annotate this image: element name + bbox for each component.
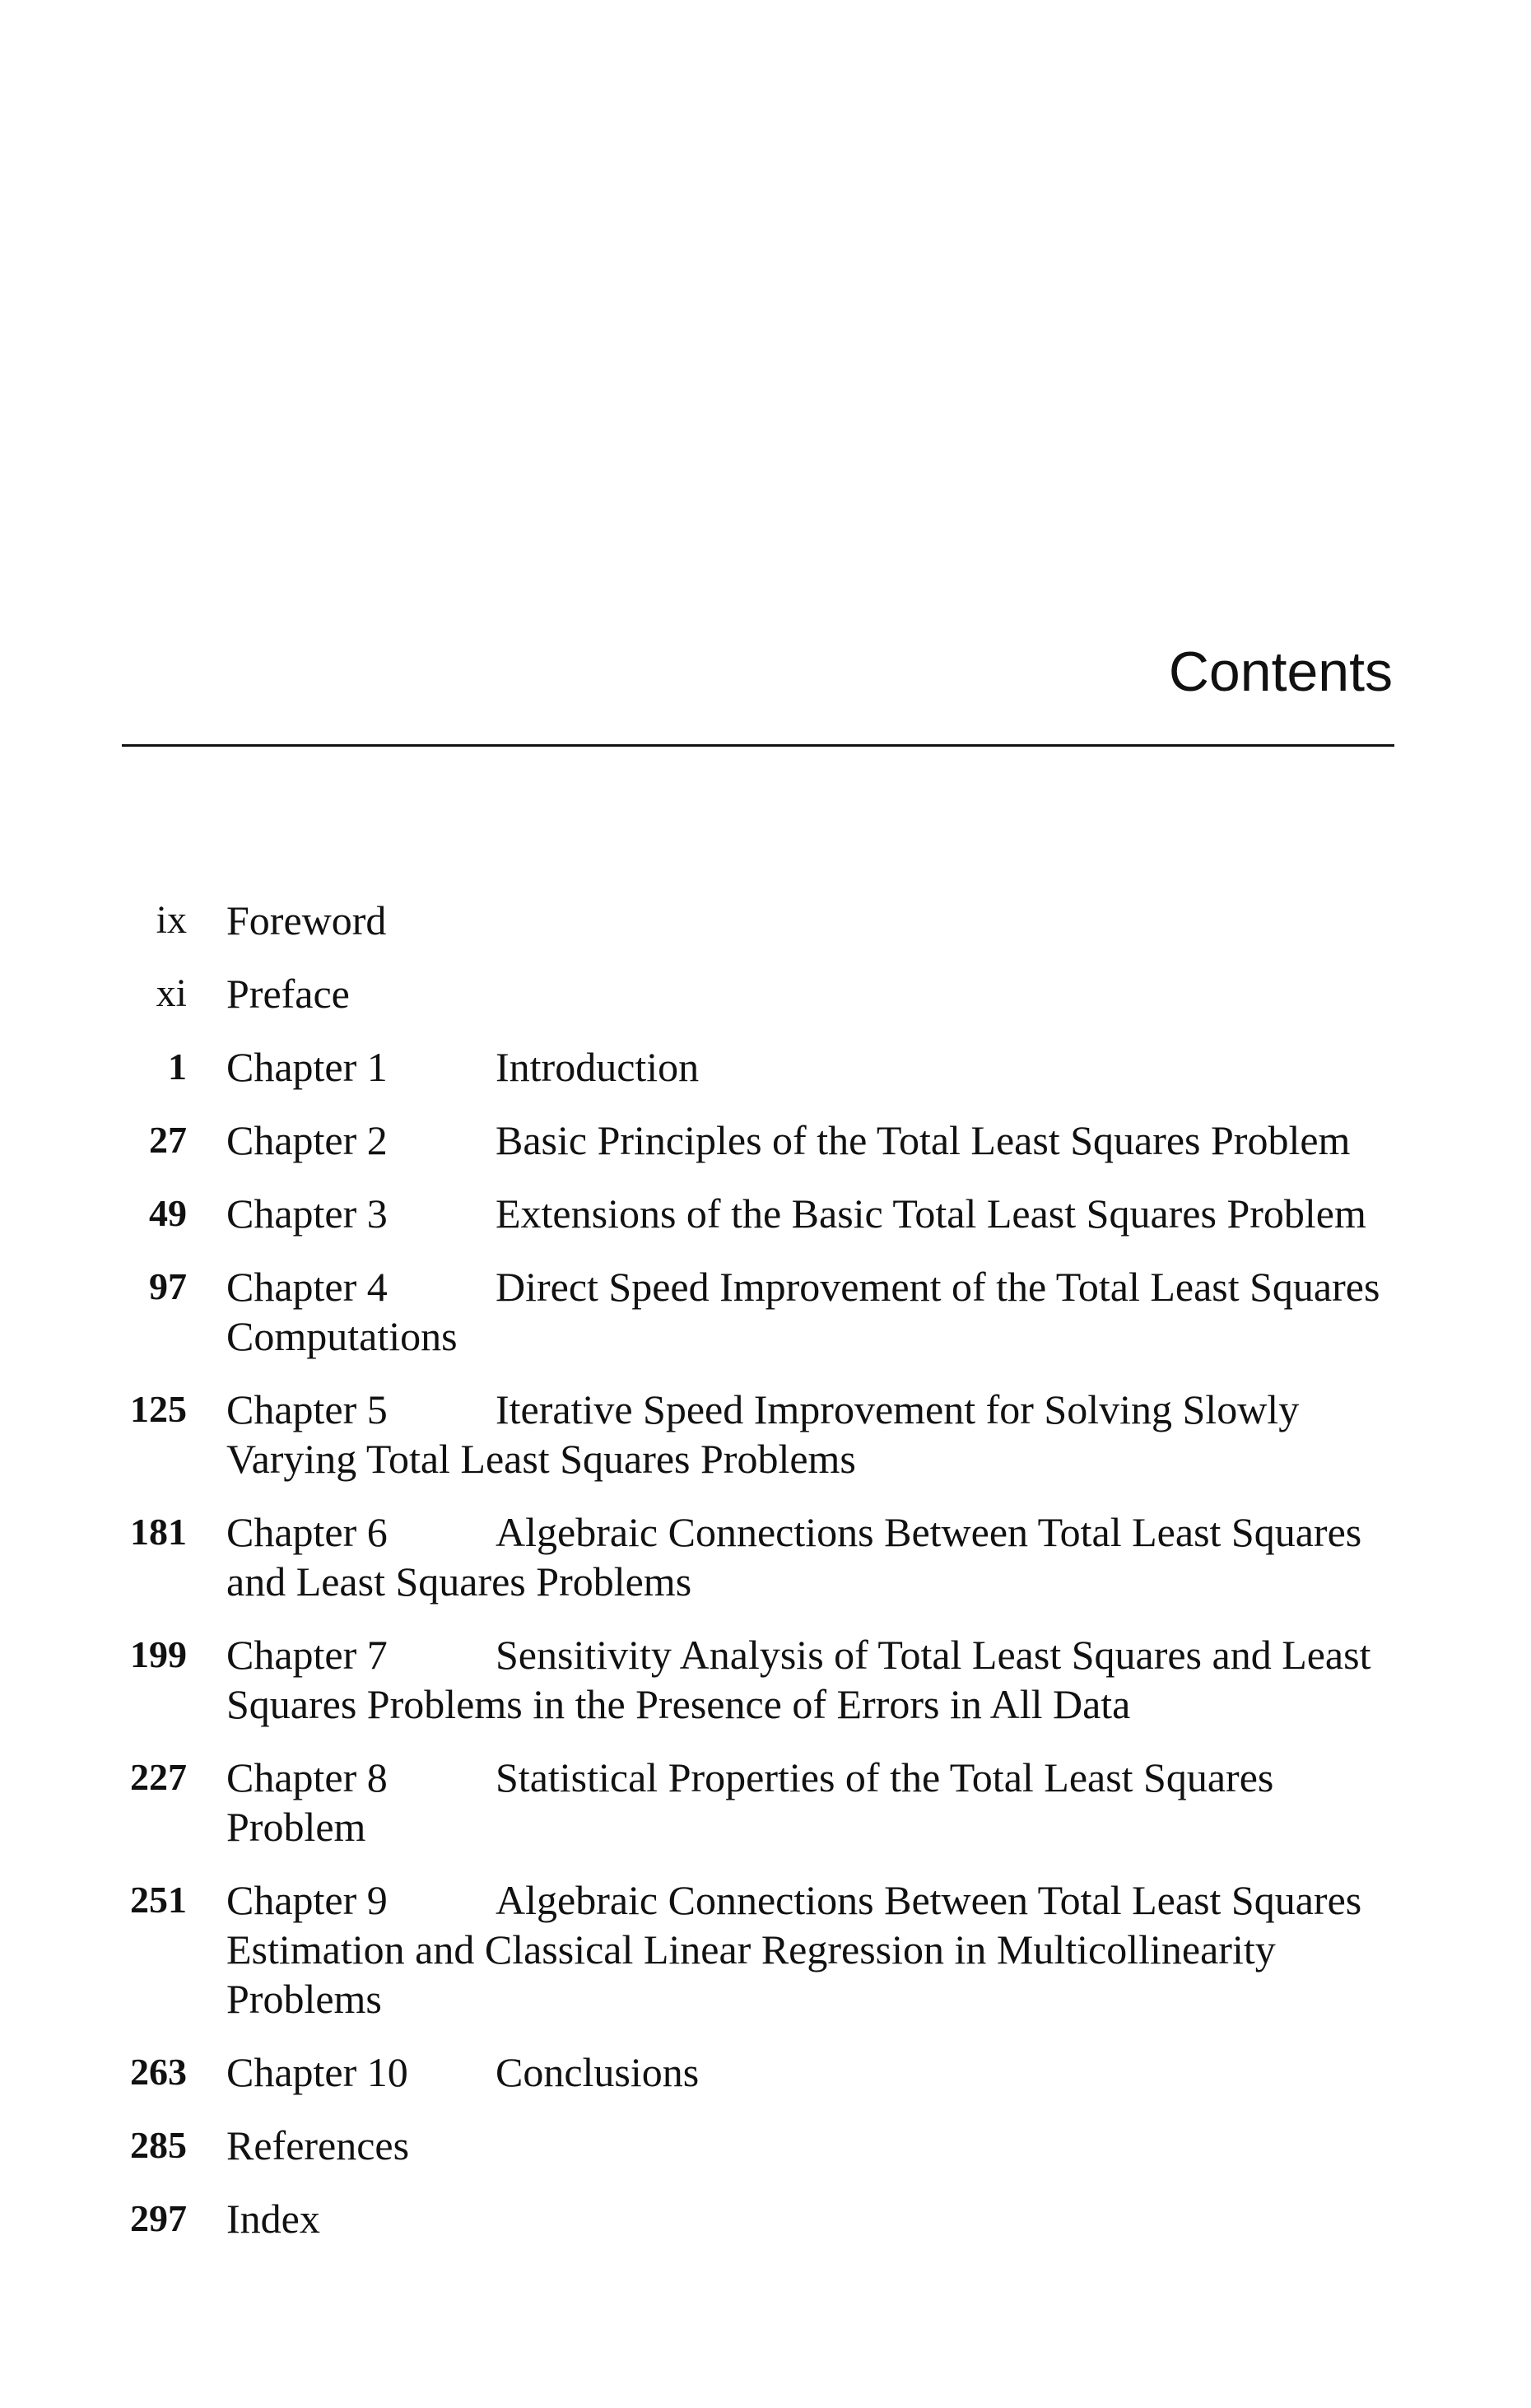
page-number: 199 (130, 1633, 187, 1675)
page-number: 49 (149, 1192, 187, 1234)
page-title: Contents (1168, 640, 1393, 703)
toc-entry-chapter-3[interactable] (149, 1189, 1420, 1262)
chapter-title: Direct Speed Improvement of the Total Least Squares Computations (226, 1264, 1380, 1359)
page-number: 227 (130, 1756, 187, 1798)
chapter-label: Chapter 1 (226, 1044, 388, 1090)
toc-entry-chapter-6[interactable] (130, 1507, 1420, 1630)
chapter-label: Chapter 3 (226, 1190, 388, 1237)
chapter-label: Chapter 10 (226, 2049, 408, 2095)
title-rule (122, 744, 1394, 747)
entry-label: Foreword (226, 897, 387, 943)
toc-entry-chapter-9[interactable] (130, 1875, 1420, 2047)
chapter-label: Chapter 6 (226, 1509, 388, 1555)
page-number: 1 (168, 1046, 187, 1088)
toc-entry-chapter-8[interactable] (130, 1753, 1420, 1875)
chapter-label: Chapter 2 (226, 1117, 388, 1163)
page-number: ix (156, 898, 187, 942)
toc-entry-chapter-2[interactable] (149, 1116, 1420, 1189)
chapter-title: Conclusions (496, 2049, 700, 2095)
entry-label: Index (226, 2196, 320, 2242)
page-number: xi (156, 971, 187, 1015)
chapter-label: Chapter 8 (226, 1754, 388, 1800)
chapter-title: Extensions of the Basic Total Least Squares Problem (496, 1190, 1366, 1237)
chapter-label: Chapter 9 (226, 1877, 388, 1923)
chapter-title: Introduction (496, 1044, 700, 1090)
chapter-label: Chapter 5 (226, 1386, 388, 1432)
chapter-title: Basic Principles of the Total Least Squares Problem (496, 1117, 1351, 1163)
page-number: 181 (130, 1511, 187, 1553)
toc-entry-foreword[interactable] (156, 896, 1420, 969)
chapter-title: Algebraic Connections Between Total Least Squares and Least Squares Problems (226, 1509, 1362, 1605)
page-number: 263 (130, 2051, 187, 2093)
toc-entry-index[interactable] (130, 2194, 1420, 2267)
toc-entry-chapter-4[interactable] (149, 1262, 1420, 1385)
page-number: 27 (149, 1119, 187, 1161)
toc-entry-chapter-1[interactable] (168, 1042, 1420, 1116)
toc-entry-chapter-7[interactable] (130, 1630, 1420, 1753)
chapter-title: Algebraic Connections Between Total Least Squares Estimation and Classical Linear Regression in Multicollinearity Problems (226, 1877, 1362, 2022)
chapter-label: Chapter 7 (226, 1632, 388, 1678)
chapter-title: Statistical Properties of the Total Least Squares Problem (226, 1754, 1274, 1850)
page-number: 125 (130, 1388, 187, 1430)
entry-label: References (226, 2122, 410, 2168)
page-number: 297 (130, 2197, 187, 2239)
toc-entry-preface[interactable] (156, 969, 1420, 1042)
chapter-title: Sensitivity Analysis of Total Least Squares and Least Squares Problems in the Presence of Errors in All Data (226, 1632, 1371, 1727)
chapter-title: Iterative Speed Improvement for Solving Slowly Varying Total Least Squares Problems (226, 1386, 1300, 1482)
entry-label: Preface (226, 971, 350, 1017)
toc-list (0, 896, 1531, 2267)
page-number: 97 (149, 1265, 187, 1307)
chapter-label: Chapter 4 (226, 1264, 388, 1310)
toc-entry-references[interactable] (130, 2121, 1420, 2194)
page-number: 251 (130, 1879, 187, 1921)
toc-entry-chapter-10[interactable] (130, 2047, 1420, 2121)
toc-entry-chapter-5[interactable] (130, 1385, 1420, 1507)
page-number: 285 (130, 2124, 187, 2166)
